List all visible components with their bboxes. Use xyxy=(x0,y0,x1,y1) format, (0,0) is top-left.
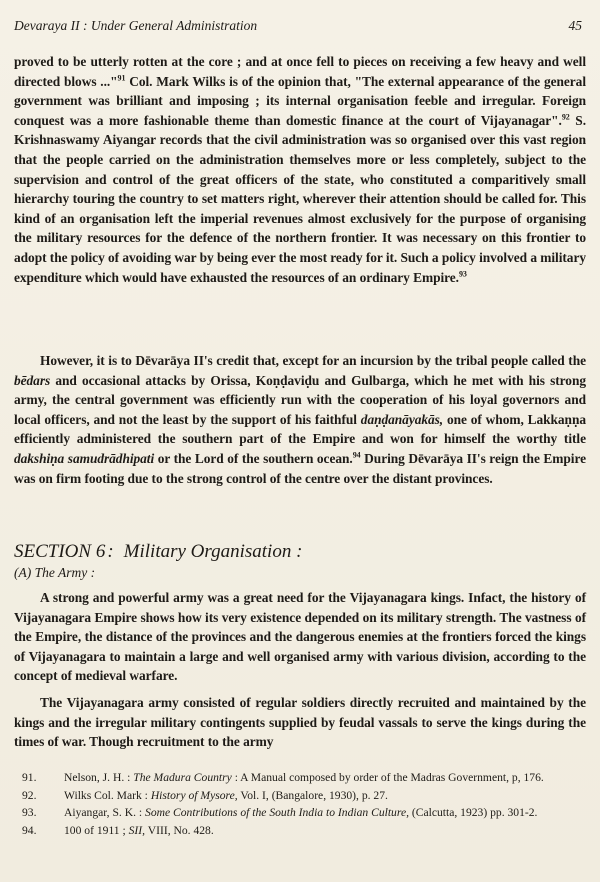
footnote-91 xyxy=(22,771,590,786)
section-number: SECTION 6 xyxy=(14,541,106,562)
footnote-ref-92[interactable]: 92 xyxy=(561,112,570,122)
paragraph-2-text-a: However, it is to Dēvarāya II's credit that, except for an incursion by the tribal people called the xyxy=(40,353,586,368)
paragraph-1-text-a: proved to be utterly rotten at the core ; and at once fell to pieces on receiving a few heavy and well directed blows ..." xyxy=(14,54,586,89)
footnote-ref-93[interactable]: 93 xyxy=(458,269,467,279)
section-heading xyxy=(14,541,302,563)
term-dakshina-samudradhipati: dakshiṇa samudrādhipati xyxy=(14,450,155,466)
footnote-92 xyxy=(22,789,590,804)
footnote-ref-94[interactable]: 94 xyxy=(352,450,361,460)
paragraph-1-text-b: Col. Mark Wilks is of the opinion that, "The external appearance of the general government was brilliant and imposing ; its internal organisation feeble and irregular. Foreign conquest was a more fashionable theme than domestic finance at the court of Vijayanagar". xyxy=(14,73,586,128)
footnote-text: Nelson, J. H. : xyxy=(64,771,134,784)
footnotes xyxy=(22,771,590,841)
term-dandanayakas: daṇḍanāyakās, xyxy=(360,411,444,427)
running-head xyxy=(14,18,582,38)
paragraph-2-text-d: or the Lord of the southern ocean. xyxy=(154,450,353,466)
footnote-title: SII, xyxy=(128,823,146,837)
footnote-number: 92. xyxy=(22,788,37,802)
term-bedars: bēdars xyxy=(14,372,51,388)
footnote-text: Aiyangar, S. K. : xyxy=(64,806,146,819)
footnote-title: The Madura Country xyxy=(133,771,232,784)
section-title: Military Organisation : xyxy=(123,541,303,562)
paragraph-1 xyxy=(14,52,586,287)
paragraph-2-text-e: During Dēvarāya II's reign the Empire was on firm footing due to the strong control of the centre over the distant provinces. xyxy=(14,450,587,486)
paragraph-3: A strong and powerful army was a great need for the Vijayanagara kings. Infact, the history of Vijayanagara Empire shows how its very existence depended on its military strength. The vastness of the Empire, the distance of the provinces and the dangerous enemies at the frontiers forced the kings of Vijayanagara to maintain a large and well organised army with various division, according to the concept of medieval warfare. xyxy=(14,590,586,684)
footnote-94 xyxy=(22,824,590,839)
footnote-text: VIII, No. 428. xyxy=(145,823,214,837)
footnote-title: Some Contributions of the South India to Indian Culture, xyxy=(145,806,409,819)
footnote-text: (Calcutta, 1923) pp. 301-2. xyxy=(408,806,538,819)
paragraph-2-text-c: one of whom, Lakkaṇṇa efficiently administered the southern part of the Empire and won for himself the worthy title xyxy=(14,411,587,447)
sub-heading: (A) The Army : xyxy=(14,565,96,580)
paragraph-2-text-b: and occasional attacks by Orissa, Koṇḍaviḍu and Gulbarga, which he met with his strong army, the central government was efficiently run with the cooperation of his loyal governors and local officers, and not the least by the support of his faithful xyxy=(14,372,586,427)
paragraph-1-text-c: S. Krishnaswamy Aiyangar records that the civil administration was so organised over this vast region that the people carried on the administration themselves more or less completely, subject to the supervision and control of the great officers of the state, who constituted a comparitively small hierarchy touring the country to set matters right, wherever their attention should be called for. This kind of an organisation left the imperial revenues almost exclusively for the purpose of organising the military resources for the defence of the northern frontier. It was necessary on this frontier to adopt the policy of avoiding war by being ever the most ready for it. Such a policy involved a military expenditure which would have exhausted the resources of an ordinary Empire. xyxy=(14,112,586,285)
page-number: 45 xyxy=(568,18,582,33)
footnote-text: 100 of 1911 ; xyxy=(64,823,129,837)
footnote-ref-91[interactable]: 91 xyxy=(117,73,126,83)
footnote-93 xyxy=(22,806,590,821)
paragraph-4: The Vijayanagara army consisted of regular soldiers directly recruited and maintained by the kings and the irregular military contingents supplied by feudal vassals to serve the kings during the times of war. Though recruitment to the army xyxy=(14,695,586,750)
footnote-text: Wilks Col. Mark : xyxy=(64,788,151,802)
section-separator: : xyxy=(107,541,114,562)
running-title: Devaraya II : Under General Administration xyxy=(14,18,258,33)
footnote-title: History of Mysore, xyxy=(150,788,238,802)
footnote-number: 94. xyxy=(22,823,37,837)
paragraph-2 xyxy=(14,351,586,488)
footnote-text: Vol. I, (Bangalore, 1930), p. 27. xyxy=(237,788,388,802)
footnote-number: 91. xyxy=(22,771,37,784)
footnote-number: 93. xyxy=(22,806,37,819)
footnote-text: : A Manual composed by order of the Madras Government, p, 176. xyxy=(231,771,544,784)
